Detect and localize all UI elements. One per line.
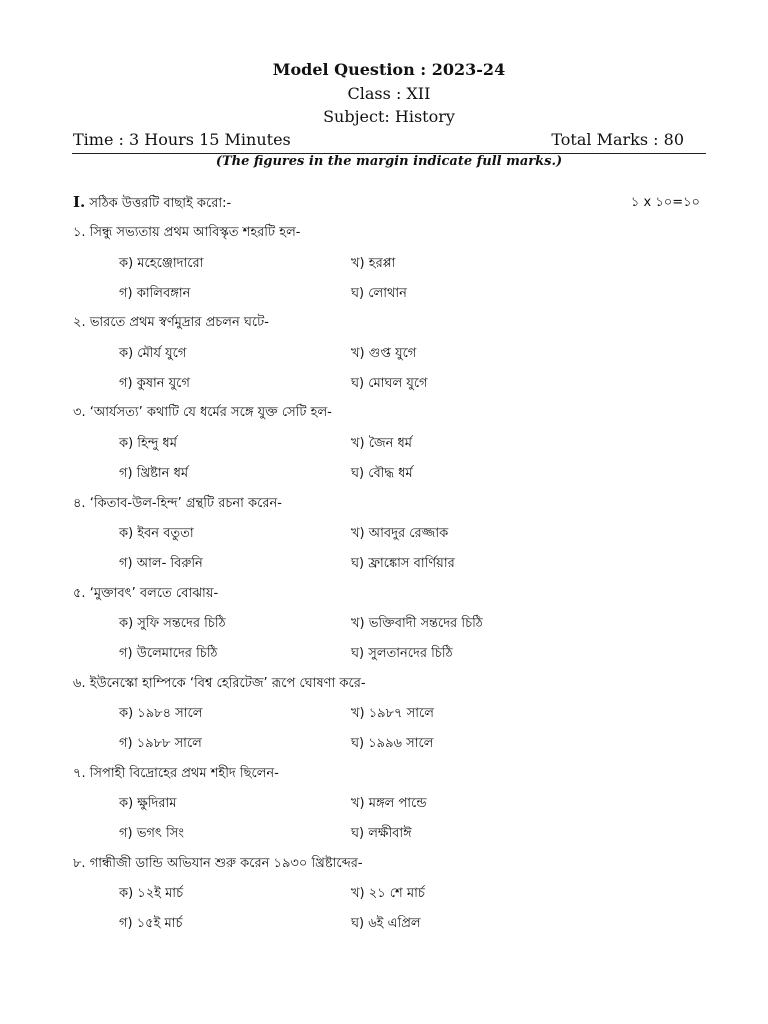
option-4a: ক) ইবন বতুতা — [119, 526, 194, 541]
question-7: ৭. সিপাহী বিদ্রোহের প্রথম শহীদ ছিলেন- — [73, 766, 279, 781]
option-8c: গ) ১৫ই মার্চ — [119, 916, 183, 931]
section-instruction: সঠিক উত্তরটি বাছাই করো:- — [85, 196, 232, 211]
section-marks: ১ x ১০=১০ — [630, 195, 700, 210]
question-4: ৪. ‘কিতাব-উল-হিন্দ’ গ্রন্থটি রচনা করেন- — [73, 496, 282, 511]
option-1c: গ) কালিবঙ্গান — [119, 286, 191, 301]
option-3a: ক) হিন্দু ধর্ম — [119, 436, 177, 451]
option-7c: গ) ভগৎ সিং — [119, 826, 184, 841]
option-1a: ক) মহেঞ্জোদারো — [119, 256, 204, 271]
question-8: ৮. গান্ধীজী ডান্ডি অভিযান শুরু করেন ১৯৩০ খ্রিষ্টাব্দের- — [73, 856, 363, 871]
option-2c: গ) কুষান যুগে — [119, 376, 190, 391]
option-2d: ঘ) মোঘল যুগে — [351, 376, 428, 391]
option-6a: ক) ১৯৮৪ সালে — [119, 706, 203, 721]
margin-note: (The figures in the margin indicate full marks.) — [215, 154, 563, 169]
option-6b: খ) ১৯৮৭ সালে — [351, 706, 434, 721]
option-2b: খ) গুপ্ত যুগে — [351, 346, 417, 361]
class-line: Class : XII — [347, 84, 431, 103]
option-4b: খ) আবদুর রেজ্জাক — [351, 526, 449, 541]
question-3: ৩. ‘আর্যসত্য’ কথাটি যে ধর্মের সঙ্গে যুক্ত সেটি হল- — [73, 405, 332, 420]
option-7d: ঘ) লক্ষীবাঈ — [351, 826, 412, 841]
option-3d: ঘ) বৌদ্ধ ধর্ম — [351, 466, 413, 481]
option-4d: ঘ) ফ্রাঙ্কোস বার্ণিয়ার — [351, 556, 455, 571]
option-8b: খ) ২১ শে মার্চ — [351, 886, 425, 901]
option-3c: গ) খ্রিষ্টান ধর্ম — [119, 466, 189, 481]
paper-title: Model Question : 2023-24 — [272, 60, 506, 79]
option-5a: ক) সুফি সন্তদের চিঠি — [119, 616, 226, 631]
option-7a: ক) ক্ষুদিরাম — [119, 796, 177, 811]
subject-line: Subject: History — [323, 107, 455, 126]
question-6: ৬. ইউনেস্কো হাম্পিকে ‘বিশ্ব হেরিটেজ’ রূপে ঘোষণা করে- — [73, 676, 366, 691]
option-4c: গ) আল- বিরুনি — [119, 556, 203, 571]
option-3b: খ) জৈন ধর্ম — [351, 436, 413, 451]
option-8d: ঘ) ৬ই এপ্রিল — [351, 916, 421, 931]
option-7b: খ) মঙ্গল পান্ডে — [351, 796, 427, 811]
option-8a: ক) ১২ই মার্চ — [119, 886, 184, 901]
question-5: ৫. ‘মুক্তাবৎ’ বলতে বোঝায়- — [73, 586, 219, 601]
section-heading — [73, 193, 231, 215]
option-5c: গ) উলেমাদের চিঠি — [119, 646, 218, 661]
option-5b: খ) ভক্তিবাদী সন্তদের চিঠি — [351, 616, 483, 631]
option-6d: ঘ) ১৯৯৬ সালে — [351, 736, 434, 751]
option-1b: খ) হরপ্পা — [351, 256, 396, 271]
option-6c: গ) ১৯৮৮ সালে — [119, 736, 202, 751]
question-2: ২. ভারতে প্রথম স্বর্ণমুদ্রার প্রচলন ঘটে- — [73, 315, 269, 330]
option-1d: ঘ) লোথান — [351, 286, 407, 301]
question-1: ১. সিন্ধু সভ্যতায় প্রথম আবিস্কৃত শহরটি হল- — [73, 225, 301, 240]
total-marks: Total Marks : 80 — [551, 130, 684, 149]
section-roman: I. — [73, 193, 86, 211]
option-2a: ক) মৌর্য যুগে — [119, 346, 187, 361]
time-line: Time : 3 Hours 15 Minutes — [73, 130, 291, 149]
option-5d: ঘ) সুলতানদের চিঠি — [351, 646, 453, 661]
